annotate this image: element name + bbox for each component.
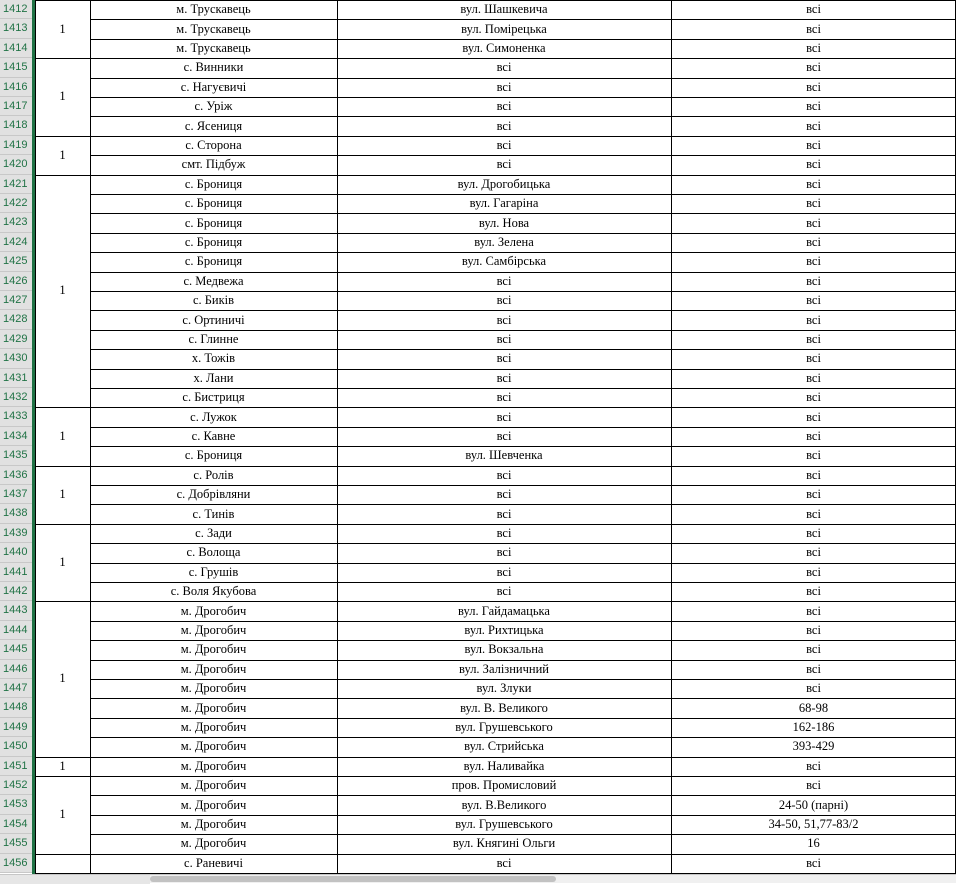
grid-hline [90,388,956,389]
cell-street[interactable]: вул. Стрийська [464,739,544,754]
cell-place[interactable]: с. Брониця [184,234,243,249]
cell-place[interactable]: с. Брониця [184,176,243,191]
cell-place[interactable]: с. Ясениця [184,118,243,133]
cell-street[interactable]: всі [496,293,512,308]
cell-houses[interactable]: всі [806,855,821,870]
cell-houses[interactable]: всі [806,409,821,424]
cell-houses[interactable]: всі [806,428,821,443]
horizontal-scrollbar[interactable] [0,874,956,883]
cell-houses[interactable]: всі [806,118,821,133]
row-header[interactable]: 1413 [0,19,32,38]
cell-street[interactable]: всі [496,545,512,560]
cell-houses[interactable]: всі [806,758,821,773]
row-header[interactable]: 1448 [0,698,32,717]
cell-houses[interactable]: всі [806,196,821,211]
row-header[interactable]: 1454 [0,815,32,834]
grid-hline [90,660,956,661]
grid-hline-group [35,175,90,176]
grid-hline [90,582,956,583]
cell-houses[interactable]: всі [806,60,821,75]
grid-hline [90,330,956,331]
grid-hline [90,155,956,156]
cell-houses[interactable]: всі [806,778,821,793]
cell-place[interactable]: с. Брониця [184,448,243,463]
cell-houses[interactable]: всі [806,273,821,288]
cell-place[interactable]: с. Бистриця [182,390,245,405]
cell-street[interactable]: вул. Симоненка [462,40,546,55]
grid-hline-group [35,601,90,602]
cell-houses[interactable]: всі [806,661,821,676]
row-header[interactable]: 1437 [0,485,32,504]
cell-street[interactable]: всі [496,584,512,599]
cell-place[interactable]: м. Дрогобич [180,622,247,637]
cell-place[interactable]: смт. Підбуж [181,157,246,172]
cell-place[interactable]: м. Дрогобич [180,836,247,851]
row-header[interactable]: 1445 [0,640,32,659]
cell-houses[interactable]: всі [806,506,821,521]
grid-hline [90,698,956,699]
row-header[interactable]: 1426 [0,272,32,291]
grid-hline-group [35,524,90,525]
cell-street[interactable]: всі [496,351,512,366]
grid-hline [90,854,956,855]
cell-houses[interactable]: всі [806,40,821,55]
row-header[interactable]: 1422 [0,194,32,213]
cell-street[interactable]: вул. Помірецька [461,21,547,36]
cell-street[interactable]: вул. Зелена [474,234,534,249]
cell-street[interactable]: вул. Грушевського [455,816,553,831]
cell-houses[interactable]: всі [806,234,821,249]
grid-hline [90,310,956,311]
grid-hline [90,757,956,758]
grid-hline-group [35,0,90,1]
row-header[interactable]: 1415 [0,58,32,77]
cell-street[interactable]: всі [496,79,512,94]
grid-hline-group [35,757,90,758]
grid-hline [90,116,956,117]
grid-hline [90,194,956,195]
cell-houses[interactable]: всі [806,487,821,502]
grid-hline [90,175,956,176]
grid-hline [90,815,956,816]
row-header[interactable]: 1442 [0,582,32,601]
row-header[interactable]: 1429 [0,330,32,349]
cell-street[interactable]: всі [496,428,512,443]
row-header[interactable]: 1436 [0,466,32,485]
grid-hline [90,369,956,370]
row-header[interactable]: 1418 [0,116,32,135]
cell-street[interactable]: вул. Самбірська [461,254,547,269]
cell-street[interactable]: всі [496,467,512,482]
cell-place[interactable]: м. Дрогобич [180,797,247,812]
grid-hline [90,504,956,505]
cell-street[interactable]: вул. Грушевського [455,719,553,734]
cell-place[interactable]: х. Лани [193,370,234,385]
cell-group[interactable]: 1 [59,758,66,773]
row-header[interactable]: 1430 [0,349,32,368]
cell-street[interactable]: всі [496,60,512,75]
row-header[interactable]: 1428 [0,310,32,329]
grid-hline [90,58,956,59]
cell-place[interactable]: с. Винники [183,60,244,75]
cell-place[interactable]: х. Тожів [191,351,236,366]
grid-vline [337,0,338,873]
cell-group[interactable]: 1 [59,671,66,686]
row-header-selection-bar [32,0,35,874]
row-header[interactable]: 1456 [0,854,32,873]
cell-houses[interactable]: всі [806,176,821,191]
cell-houses[interactable]: 162-186 [792,719,835,734]
cell-houses[interactable]: всі [806,2,821,17]
cell-place[interactable]: с. Раневичі [184,855,243,870]
cell-houses[interactable]: всі [806,215,821,230]
cell-street[interactable]: всі [496,331,512,346]
cell-place[interactable]: с. Нагуєвичі [180,79,247,94]
row-header[interactable]: 1414 [0,39,32,58]
row-header[interactable]: 1452 [0,776,32,795]
cell-houses[interactable]: всі [806,331,821,346]
row-header[interactable]: 1439 [0,524,32,543]
cell-group[interactable]: 1 [59,555,66,570]
cell-group[interactable]: 1 [59,807,66,822]
cell-place[interactable]: с. Медвежа [183,273,244,288]
row-header[interactable]: 1444 [0,621,32,640]
row-header[interactable]: 1431 [0,369,32,388]
cell-group[interactable]: 1 [59,147,66,162]
grid-hline [90,834,956,835]
cell-street[interactable]: всі [496,312,512,327]
grid-vline [90,0,91,873]
cell-houses[interactable]: всі [806,312,821,327]
cell-place[interactable]: м. Дрогобич [180,603,247,618]
cell-street[interactable]: вул. Шашкевича [460,2,548,17]
row-header[interactable]: 1449 [0,718,32,737]
cell-houses[interactable]: всі [806,390,821,405]
row-header[interactable]: 1432 [0,388,32,407]
cell-place[interactable]: с. Волоща [186,545,241,560]
cell-group[interactable]: 1 [59,21,66,36]
cell-houses[interactable]: 34-50, 51,77-83/2 [768,816,859,831]
cell-place[interactable]: с. Зади [195,525,232,540]
cell-houses[interactable]: 68-98 [798,700,829,715]
grid-hline [90,524,956,525]
cell-houses[interactable]: всі [806,603,821,618]
cell-group[interactable]: 1 [59,89,66,104]
row-header[interactable]: 1447 [0,679,32,698]
grid-hline-group [35,58,90,59]
row-header[interactable]: 1438 [0,504,32,523]
cell-street[interactable]: вул. Злуки [476,681,532,696]
cell-houses[interactable]: всі [806,525,821,540]
cell-street[interactable]: вул. Наливайка [463,758,545,773]
cell-place[interactable]: с. Грушів [188,564,239,579]
grid-hline-group [35,776,90,777]
row-header[interactable]: 1441 [0,563,32,582]
cell-place[interactable]: м. Дрогобич [180,758,247,773]
cell-houses[interactable]: всі [806,564,821,579]
grid-hline [90,291,956,292]
cell-street[interactable]: вул. Гагаріна [469,196,539,211]
cell-street[interactable]: вул. Княгині Ольги [452,836,556,851]
cell-street[interactable]: всі [496,487,512,502]
cell-place[interactable]: м. Дрогобич [180,719,247,734]
cell-place[interactable]: м. Дрогобич [180,661,247,676]
grid-hline [90,19,956,20]
grid-vline [35,0,36,873]
cell-houses[interactable]: всі [806,137,821,152]
row-header[interactable]: 1455 [0,834,32,853]
cell-place[interactable]: с. Ортиничі [182,312,245,327]
cell-place[interactable]: с. Брониця [184,196,243,211]
cell-houses[interactable]: всі [806,21,821,36]
cell-street[interactable]: пров. Промисловий [451,778,557,793]
cell-place[interactable]: с. Лужок [190,409,237,424]
row-header[interactable]: 1450 [0,737,32,756]
grid-hline [90,252,956,253]
grid-hline [90,776,956,777]
grid-hline [90,795,956,796]
cell-houses[interactable]: всі [806,467,821,482]
cell-street[interactable]: всі [496,409,512,424]
grid-hline [90,136,956,137]
grid-hline-group [35,407,90,408]
cell-place[interactable]: м. Трускавець [176,2,251,17]
cell-street[interactable]: вул. Гайдамацька [458,603,550,618]
cell-street[interactable]: всі [496,273,512,288]
cell-place[interactable]: с. Кавне [191,428,236,443]
cell-place[interactable]: с. Глинне [188,331,239,346]
grid-hline [90,272,956,273]
cell-houses[interactable]: всі [806,293,821,308]
cell-houses[interactable]: всі [806,622,821,637]
cell-place[interactable]: с. Ролів [193,467,234,482]
grid-hline [90,543,956,544]
row-header[interactable]: 1451 [0,757,32,776]
cell-place[interactable]: м. Дрогобич [180,681,247,696]
cell-place[interactable]: м. Трускавець [176,40,251,55]
cell-street[interactable]: вул. Рихтицька [464,622,544,637]
grid-hline [90,97,956,98]
grid-hline-group [35,854,90,855]
cell-group[interactable]: 1 [59,487,66,502]
row-header[interactable]: 1440 [0,543,32,562]
grid-vline [671,0,672,873]
grid-hline-group [35,136,90,137]
cell-group[interactable]: 1 [59,283,66,298]
cell-houses[interactable]: всі [806,448,821,463]
cell-street[interactable]: всі [496,855,512,870]
cell-houses[interactable]: всі [806,681,821,696]
cell-place[interactable]: м. Дрогобич [180,700,247,715]
cell-group[interactable] [35,854,90,873]
grid-hline [90,466,956,467]
row-header[interactable]: 1423 [0,213,32,232]
grid-hline [90,640,956,641]
cell-street[interactable]: всі [496,564,512,579]
row-header[interactable]: 1417 [0,97,32,116]
cell-houses[interactable]: 393-429 [792,739,835,754]
cell-street[interactable]: всі [496,118,512,133]
grid-hline [90,39,956,40]
cell-street[interactable]: вул. Дрогобицька [457,176,551,191]
cell-street[interactable]: всі [496,99,512,114]
cell-group[interactable]: 1 [59,428,66,443]
cell-place[interactable]: с. Биків [192,293,235,308]
row-header[interactable]: 1433 [0,407,32,426]
cell-houses[interactable]: всі [806,545,821,560]
grid-hline [90,601,956,602]
cell-street[interactable]: всі [496,506,512,521]
row-header[interactable]: 1420 [0,155,32,174]
cell-street[interactable]: всі [496,137,512,152]
row-header[interactable]: 1427 [0,291,32,310]
row-header[interactable]: 1425 [0,252,32,271]
grid-hline [90,621,956,622]
cell-street[interactable]: всі [496,525,512,540]
cell-place[interactable]: с. Добрівляни [176,487,251,502]
row-header[interactable]: 1435 [0,446,32,465]
cell-houses[interactable]: всі [806,370,821,385]
cell-place[interactable]: м. Трускавець [176,21,251,36]
cell-houses[interactable]: всі [806,351,821,366]
cell-houses[interactable]: всі [806,99,821,114]
row-header[interactable]: 1443 [0,601,32,620]
grid-hline [90,213,956,214]
cell-place[interactable]: с. Воля Якубова [170,584,257,599]
cell-place[interactable]: м. Дрогобич [180,778,247,793]
scrollbar-thumb[interactable] [150,876,556,882]
grid-hline [90,349,956,350]
grid-hline-group [35,466,90,467]
row-header[interactable]: 1412 [0,0,32,19]
row-header[interactable]: 1419 [0,136,32,155]
cell-place[interactable]: м. Дрогобич [180,642,247,657]
cell-houses[interactable]: 24-50 (парні) [778,797,849,812]
cell-place[interactable]: м. Дрогобич [180,739,247,754]
cell-place[interactable]: с. Тинів [192,506,235,521]
grid-hline [90,485,956,486]
cell-houses[interactable]: 16 [807,836,820,851]
row-header[interactable]: 1434 [0,427,32,446]
grid-hline [90,78,956,79]
cell-street[interactable]: вул. Залізничний [459,661,549,676]
cell-street[interactable]: всі [496,157,512,172]
grid-hline [90,427,956,428]
cell-houses[interactable]: всі [806,79,821,94]
cell-street[interactable]: всі [496,390,512,405]
cell-street[interactable]: вул. Вокзальна [464,642,544,657]
row-header[interactable]: 1446 [0,660,32,679]
cell-street[interactable]: вул. Шевченка [465,448,543,463]
cell-street[interactable]: вул. Нова [478,215,530,230]
cell-street[interactable]: всі [496,370,512,385]
grid-hline [90,446,956,447]
cell-houses[interactable]: всі [806,254,821,269]
cell-place[interactable]: с. Сторона [185,137,242,152]
cell-place[interactable]: м. Дрогобич [180,816,247,831]
grid-hline [90,233,956,234]
row-header[interactable]: 1416 [0,78,32,97]
cell-houses[interactable]: всі [806,157,821,172]
cell-houses[interactable]: всі [806,584,821,599]
grid-hline [90,407,956,408]
cell-place[interactable]: с. Брониця [184,215,243,230]
grid-hline [90,737,956,738]
grid-hline [90,679,956,680]
cell-place[interactable]: с. Брониця [184,254,243,269]
row-header[interactable]: 1421 [0,175,32,194]
grid-hline [90,563,956,564]
cell-street[interactable]: вул. В.Великого [461,797,547,812]
grid-hline [90,0,956,1]
cell-place[interactable]: с. Уріж [194,99,233,114]
row-header[interactable]: 1453 [0,795,32,814]
cell-street[interactable]: вул. В. Великого [460,700,548,715]
cell-houses[interactable]: всі [806,642,821,657]
grid-hline [90,718,956,719]
row-header[interactable]: 1424 [0,233,32,252]
